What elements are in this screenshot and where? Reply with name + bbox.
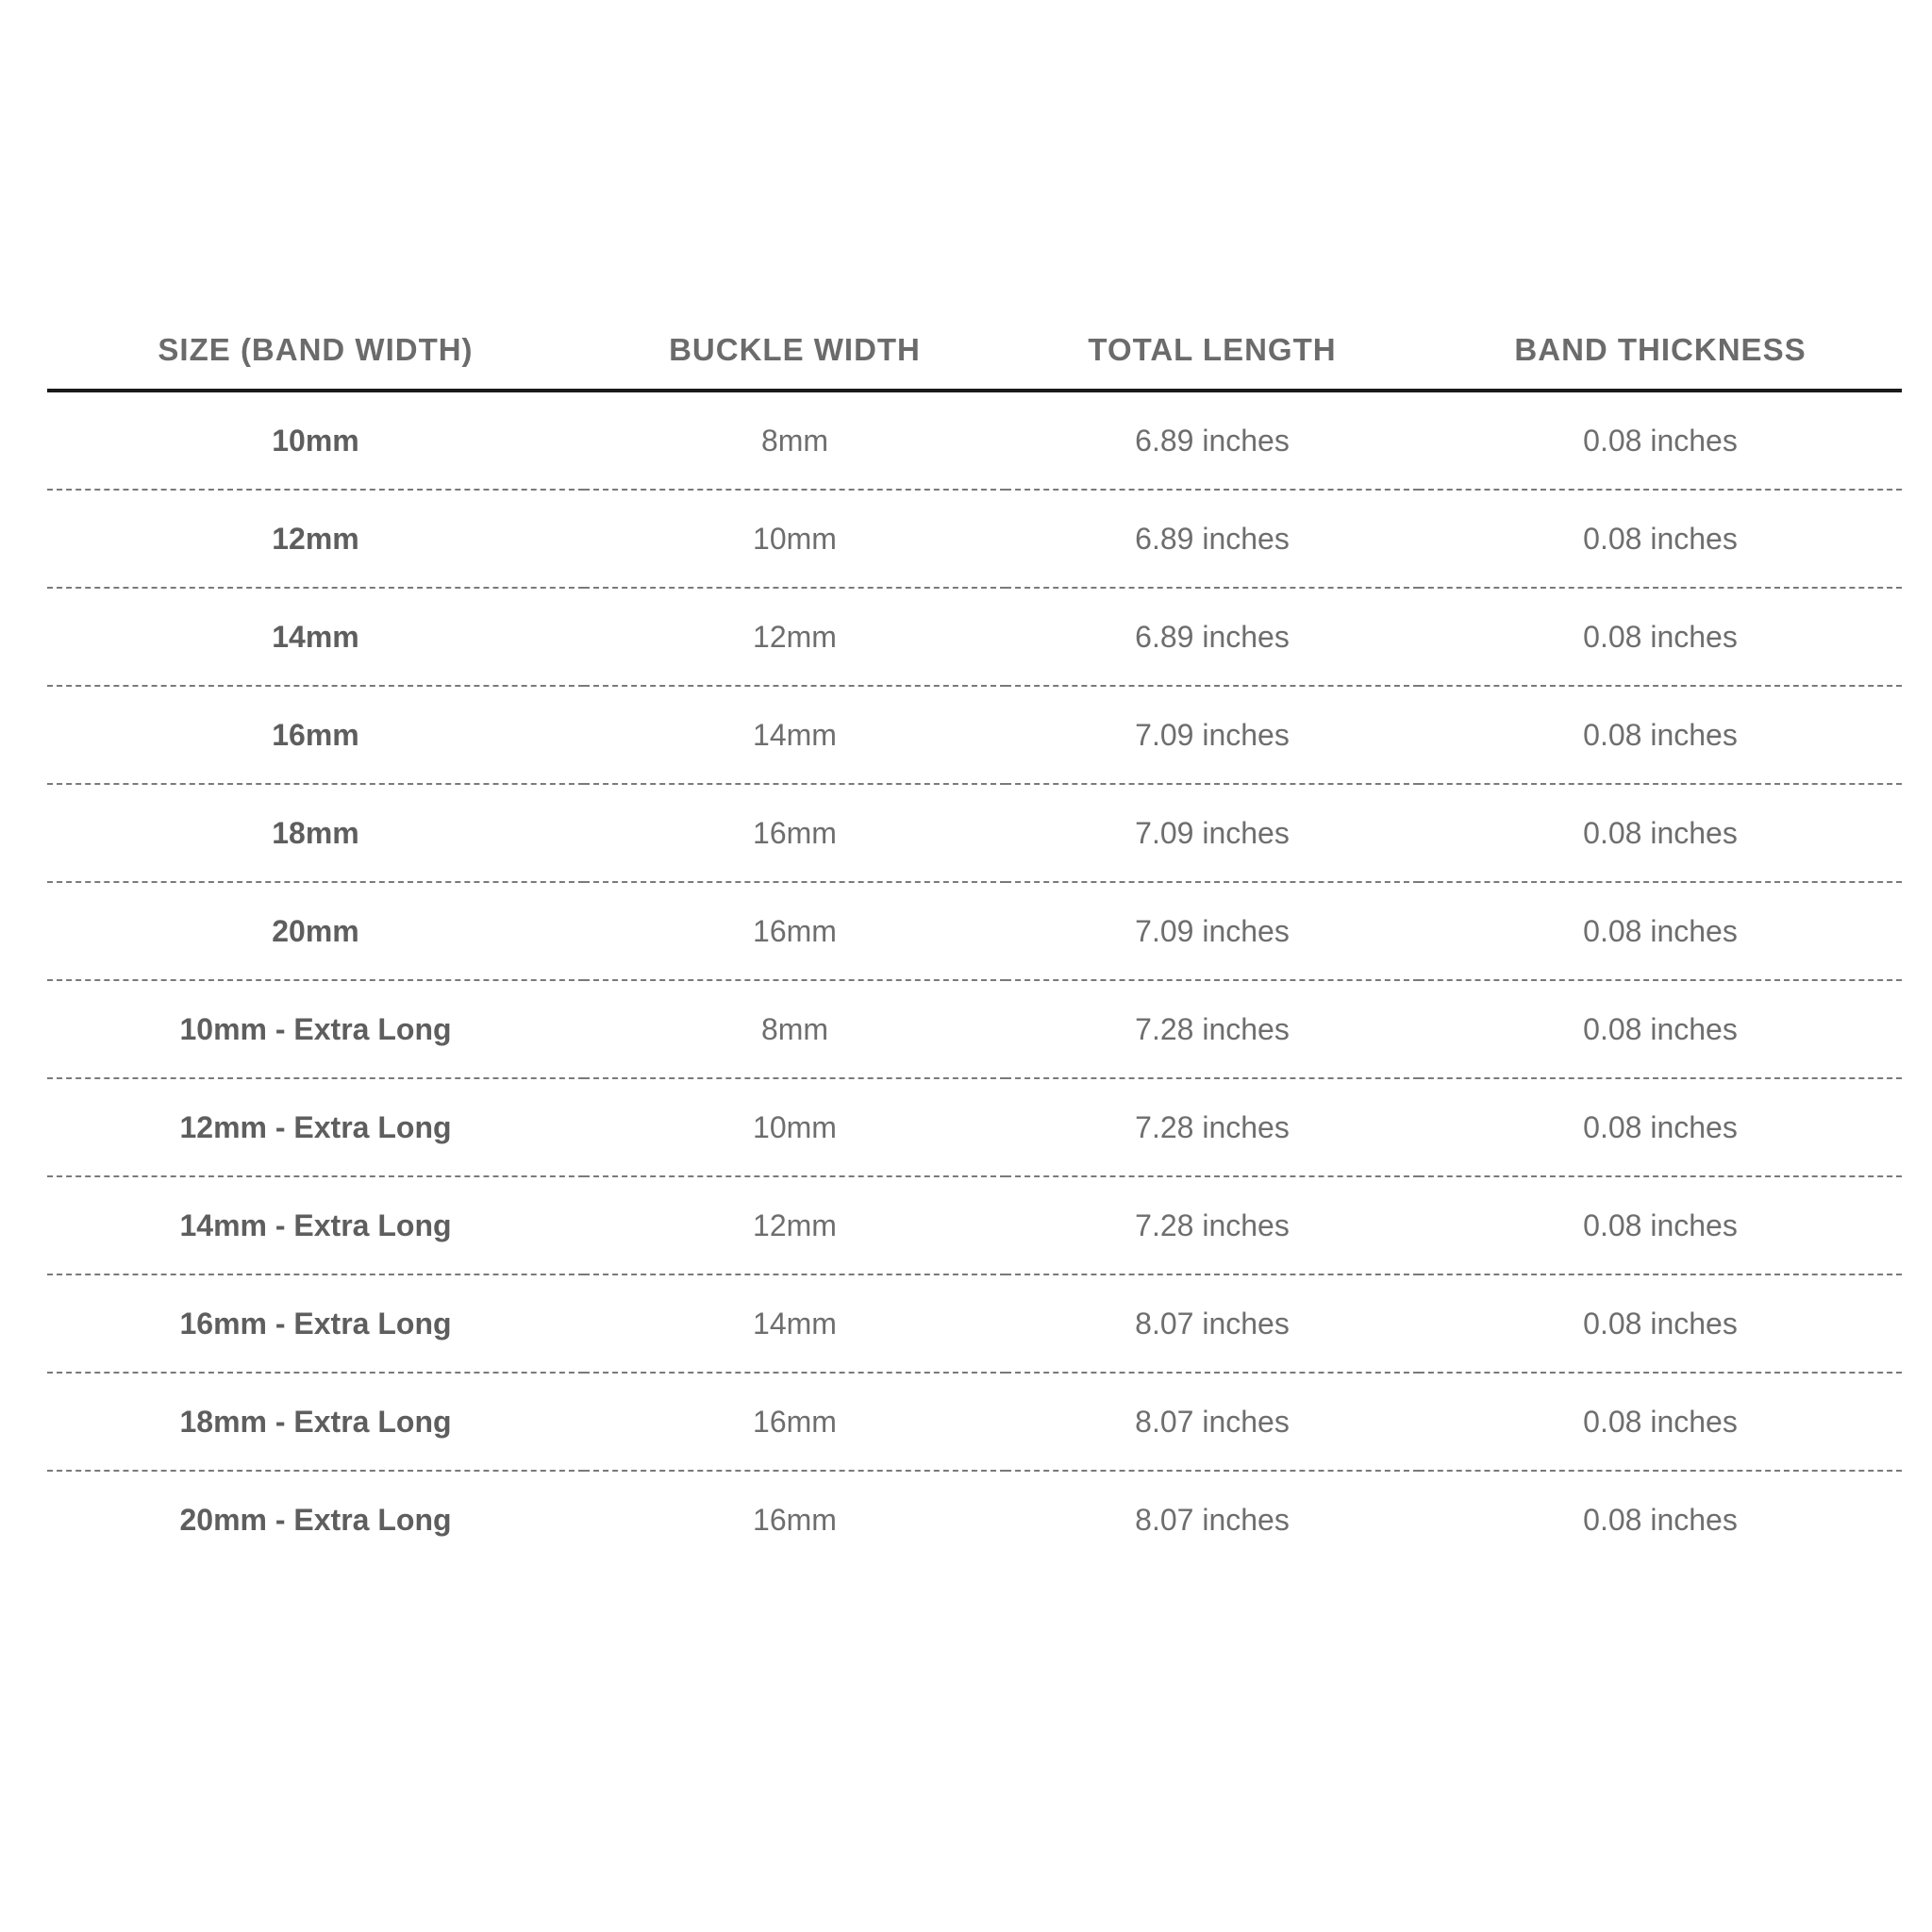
buckle-width-cell: 8mm	[584, 391, 1006, 490]
buckle-width-cell: 8mm	[584, 980, 1006, 1078]
header-size: SIZE (BAND WIDTH)	[47, 311, 584, 391]
table-row	[47, 882, 1902, 980]
table-row	[47, 588, 1902, 686]
total-length-cell: 7.09 inches	[1006, 882, 1419, 980]
size-cell: 16mm	[47, 686, 584, 784]
band-thickness-cell: 0.08 inches	[1419, 1373, 1902, 1471]
size-cell: 14mm - Extra Long	[47, 1176, 584, 1274]
size-cell: 18mm - Extra Long	[47, 1373, 584, 1471]
band-thickness-cell: 0.08 inches	[1419, 980, 1902, 1078]
table-row	[47, 686, 1902, 784]
table-body	[47, 391, 1902, 1568]
table-row	[47, 1176, 1902, 1274]
size-cell: 20mm - Extra Long	[179, 1502, 452, 1537]
band-thickness-cell: 0.08 inches	[1583, 1502, 1738, 1537]
total-length-cell: 7.09 inches	[1006, 784, 1419, 882]
total-length-cell: 7.09 inches	[1006, 686, 1419, 784]
table-row	[47, 1274, 1902, 1373]
size-chart-table	[47, 311, 1902, 1568]
table-row	[47, 391, 1902, 490]
size-cell: 14mm	[47, 588, 584, 686]
buckle-width-cell: 10mm	[584, 1078, 1006, 1176]
header-buckle-width: BUCKLE WIDTH	[584, 311, 1006, 391]
band-thickness-cell: 0.08 inches	[1419, 686, 1902, 784]
table-row	[47, 1078, 1902, 1176]
buckle-width-cell: 12mm	[584, 1176, 1006, 1274]
total-length-cell: 8.07 inches	[1135, 1502, 1290, 1537]
table-row	[47, 980, 1902, 1078]
band-thickness-cell: 0.08 inches	[1419, 1274, 1902, 1373]
buckle-width-cell: 16mm	[584, 882, 1006, 980]
buckle-width-cell: 16mm	[753, 1502, 837, 1537]
band-thickness-cell: 0.08 inches	[1419, 588, 1902, 686]
table-row	[47, 490, 1902, 588]
size-cell: 16mm - Extra Long	[47, 1274, 584, 1373]
total-length-cell: 7.28 inches	[1006, 1176, 1419, 1274]
buckle-width-cell: 12mm	[584, 588, 1006, 686]
size-cell: 10mm - Extra Long	[47, 980, 584, 1078]
size-cell: 10mm	[47, 391, 584, 490]
total-length-cell: 7.28 inches	[1006, 1078, 1419, 1176]
table-row	[47, 1471, 1902, 1568]
total-length-cell: 6.89 inches	[1006, 588, 1419, 686]
header-total-length: TOTAL LENGTH	[1006, 311, 1419, 391]
table-row	[47, 784, 1902, 882]
table-row	[47, 1373, 1902, 1471]
band-thickness-cell: 0.08 inches	[1419, 1176, 1902, 1274]
size-cell: 12mm	[47, 490, 584, 588]
size-cell: 20mm	[47, 882, 584, 980]
total-length-cell: 8.07 inches	[1006, 1373, 1419, 1471]
band-thickness-cell: 0.08 inches	[1419, 784, 1902, 882]
buckle-width-cell: 14mm	[584, 1274, 1006, 1373]
total-length-cell: 6.89 inches	[1006, 391, 1419, 490]
size-cell: 18mm	[47, 784, 584, 882]
total-length-cell: 6.89 inches	[1006, 490, 1419, 588]
size-cell: 12mm - Extra Long	[47, 1078, 584, 1176]
header-band-thickness: BAND THICKNESS	[1419, 311, 1902, 391]
band-thickness-cell: 0.08 inches	[1419, 882, 1902, 980]
band-thickness-cell: 0.08 inches	[1419, 1078, 1902, 1176]
band-thickness-cell: 0.08 inches	[1419, 490, 1902, 588]
band-thickness-cell: 0.08 inches	[1419, 391, 1902, 490]
buckle-width-cell: 10mm	[584, 490, 1006, 588]
total-length-cell: 7.28 inches	[1006, 980, 1419, 1078]
table-header-row	[47, 311, 1902, 391]
buckle-width-cell: 16mm	[584, 784, 1006, 882]
buckle-width-cell: 16mm	[584, 1373, 1006, 1471]
total-length-cell: 8.07 inches	[1006, 1274, 1419, 1373]
buckle-width-cell: 14mm	[584, 686, 1006, 784]
